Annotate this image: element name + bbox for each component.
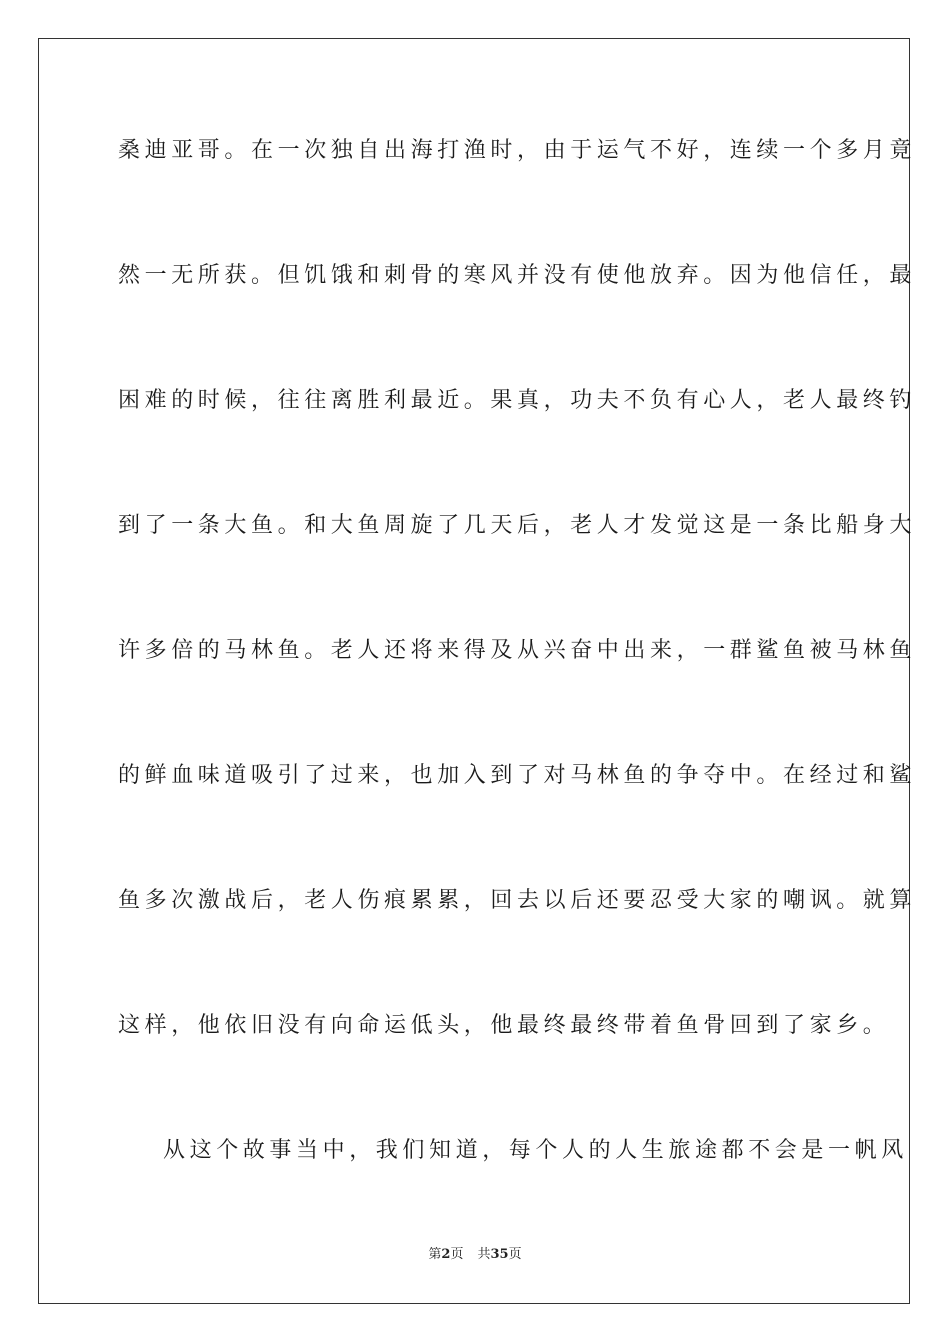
body-line-2: 然一无所获。但饥饿和刺骨的寒风并没有使他放弃。因为他信任，最 <box>118 263 917 288</box>
footer-page-suffix: 页 <box>450 1247 464 1262</box>
footer-total-pages: 35 <box>490 1247 509 1262</box>
footer-total-prefix: 共 <box>477 1247 491 1262</box>
body-line-8: 这样，他依旧没有向命运低头，他最终最终带着鱼骨回到了家乡。 <box>118 1013 890 1038</box>
body-line-9-paragraph-start: 从这个故事当中，我们知道，每个人的人生旅途都不会是一帆风 <box>163 1138 908 1163</box>
page-border <box>38 38 917 1304</box>
footer-total-suffix: 页 <box>508 1247 522 1262</box>
body-line-4: 到了一条大鱼。和大鱼周旋了几天后，老人才发觉这是一条比船身大 <box>118 513 917 538</box>
footer-page-prefix: 第 <box>428 1247 442 1262</box>
body-line-5: 许多倍的马林鱼。老人还将来得及从兴奋中出来，一群鲨鱼被马林鱼 <box>118 638 917 663</box>
body-line-1: 桑迪亚哥。在一次独自出海打渔时，由于运气不好，连续一个多月竟 <box>118 138 917 163</box>
body-line-7: 鱼多次激战后，老人伤痕累累，回去以后还要忍受大家的嘲讽。就算 <box>118 888 917 913</box>
body-line-6: 的鲜血味道吸引了过来，也加入到了对马林鱼的争夺中。在经过和鲨 <box>118 763 917 788</box>
body-line-3: 困难的时候，往往离胜利最近。果真，功夫不负有心人，老人最终钓 <box>118 388 917 413</box>
footer-page-number: 2 <box>441 1247 451 1262</box>
page-footer <box>0 1247 950 1263</box>
